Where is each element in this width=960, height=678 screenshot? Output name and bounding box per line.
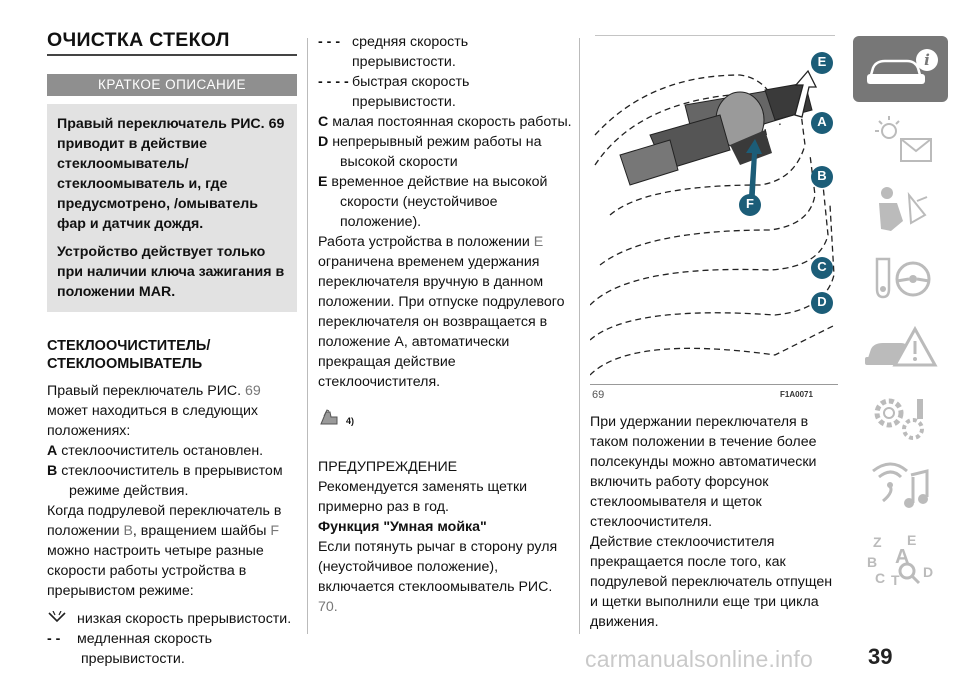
figure-ref: 69 xyxy=(245,383,261,399)
summary-paragraph-1: Правый переключатель РИС. 69 приводит в действие стеклоомыватель/ стеклоомыватель и, где предусмотрено, /омыватель фар и датчик дождя. xyxy=(57,116,285,232)
chapter-sidebar xyxy=(853,36,948,596)
item-text: непрерывный режим работы на высокой скорости xyxy=(332,134,542,170)
item-text: низкая скорость прерывистости. xyxy=(77,611,292,627)
caution-heading: ПРЕДУПРЕЖДЕНИЕ xyxy=(318,459,458,475)
tab-multimedia[interactable] xyxy=(853,456,948,522)
para-text: можно настроить четыре разные скорости работы устройства в прерывистом режиме: xyxy=(47,543,264,599)
para-text: , вращением шайбы xyxy=(132,523,267,539)
item-key: - - - xyxy=(318,34,341,50)
para-text: Когда подрулевой переключатель в положении xyxy=(47,503,282,539)
warning-ref-number: 4) xyxy=(346,415,355,426)
safety-icon xyxy=(861,181,941,237)
page-number: 39 xyxy=(868,644,893,669)
para-text: ограничена временем удержания переключателя вручную в данном положении. При отпуске подрулевого переключателя он возвращается в положение A, автоматически прекращая действие стеклоочистителя. xyxy=(318,254,565,390)
item-key: B xyxy=(47,463,58,479)
tab-car-info[interactable] xyxy=(853,36,948,102)
tab-index[interactable] xyxy=(853,526,948,592)
column-3 xyxy=(590,412,840,632)
item-key: - - - - xyxy=(318,74,349,90)
svg-text:i: i xyxy=(923,51,930,69)
item-text: средняя скорость прерывистости. xyxy=(352,34,469,70)
list-item-speed-slow xyxy=(47,629,297,669)
position-ref: E xyxy=(533,234,544,250)
figure-label-b: B xyxy=(817,168,827,183)
intro-text: Правый переключатель РИС. xyxy=(47,383,242,399)
figure-label-f: F xyxy=(746,196,754,211)
column-1 xyxy=(47,30,297,669)
car-info-icon xyxy=(861,44,941,94)
column-2 xyxy=(318,32,573,617)
index-letter: B xyxy=(866,554,877,570)
tab-safety[interactable] xyxy=(853,176,948,242)
para-text: Работа устройства в положении xyxy=(318,234,530,250)
figure-ref: 70. xyxy=(318,599,338,615)
figure-label-d: D xyxy=(817,294,827,309)
list-item-d xyxy=(318,132,573,172)
tab-maintenance[interactable] xyxy=(853,386,948,452)
dashboard-warning-icon xyxy=(861,111,941,167)
emergency-icon xyxy=(861,321,941,377)
stalk-illustration xyxy=(590,35,838,380)
list-item-speed-fast xyxy=(318,72,573,112)
starting-driving-icon xyxy=(861,251,941,307)
intro-paragraph xyxy=(47,381,297,441)
warning-reference[interactable] xyxy=(318,408,573,433)
index-icon xyxy=(861,531,941,587)
summary-box xyxy=(47,104,297,312)
page-title: ОЧИСТКА СТЕКОЛ xyxy=(47,29,230,51)
title-divider xyxy=(47,54,297,56)
position-e-paragraph xyxy=(318,232,573,392)
list-item-a xyxy=(47,441,297,461)
item-key: C xyxy=(318,114,329,130)
multimedia-icon xyxy=(861,461,941,517)
stop-paragraph: Действие стеклоочистителя прекращается после того, как подрулевой переключатель отпущен и щетки выполнили еще три цикла движения. xyxy=(590,534,833,630)
index-letter: T xyxy=(890,572,900,587)
section-heading: СТЕКЛООЧИСТИТЕЛЬ/ СТЕКЛООМЫВАТЕЛЬ xyxy=(47,338,211,372)
list-item-e xyxy=(318,172,573,232)
warning-hand-icon xyxy=(318,408,340,433)
item-text: быстрая скорость прерывистости. xyxy=(352,74,470,110)
column-divider xyxy=(307,38,308,634)
watermark: carmanualsonline.info xyxy=(585,646,813,672)
maintenance-icon xyxy=(861,391,941,447)
index-letter: A xyxy=(894,546,909,568)
para-text: Если потянуть рычаг в сторону руля (неустойчивое положение), включается стеклоомыватель РИС. xyxy=(318,539,558,595)
item-text: стеклоочиститель в прерывистом режиме действия. xyxy=(61,463,283,499)
hold-paragraph: При удержании переключателя в таком положении в течение более полсекунды можно автоматически включить работу форсунок стеклоомывателя и щеток стеклоочистителя. xyxy=(590,414,817,530)
tab-dashboard[interactable] xyxy=(853,106,948,172)
intermittent-low-icon xyxy=(47,609,77,629)
item-key: D xyxy=(318,134,329,150)
list-item-c xyxy=(318,112,573,132)
intermittent-paragraph xyxy=(47,501,297,601)
function-paragraph xyxy=(318,537,573,617)
tab-starting-driving[interactable] xyxy=(853,246,948,312)
index-letter: Z xyxy=(872,534,882,550)
figure-caption-rule xyxy=(590,384,838,385)
summary-box-heading: КРАТКОЕ ОПИСАНИЕ xyxy=(47,74,297,96)
position-ref: F xyxy=(270,523,280,539)
item-key: E xyxy=(318,174,328,190)
item-text: медленная скорость прерывистости. xyxy=(77,631,213,667)
figure-label-e: E xyxy=(817,54,827,69)
intro-text-2: может находиться в следующих положениях: xyxy=(47,403,259,439)
index-letter: E xyxy=(906,532,916,548)
figure-code: F1A0071 xyxy=(780,390,813,399)
figure-label-c: C xyxy=(817,259,827,274)
index-letter: C xyxy=(874,570,885,586)
item-key: A xyxy=(47,443,58,459)
index-letter: D xyxy=(922,564,933,580)
item-text: малая постоянная скорость работы. xyxy=(332,114,572,130)
list-item-speed-low xyxy=(47,609,297,629)
item-key: - - xyxy=(47,631,61,647)
list-item-speed-mid xyxy=(318,32,573,72)
item-text: стеклоочиститель остановлен. xyxy=(61,443,264,459)
figure-label-a: A xyxy=(817,114,827,129)
figure-number: 69 xyxy=(592,389,605,401)
figure-wiper-stalk xyxy=(590,35,838,380)
caution-text: Рекомендуется заменять щетки примерно раз в год. xyxy=(318,479,528,515)
function-heading: Функция "Умная мойка" xyxy=(318,519,487,535)
position-ref: B xyxy=(123,523,133,539)
summary-paragraph-2: Устройство действует только при наличии ключа зажигания в положении MAR. xyxy=(57,244,285,300)
tab-emergency[interactable] xyxy=(853,316,948,382)
list-item-b xyxy=(47,461,297,501)
item-text: временное действие на высокой скорости (неустойчивое положение). xyxy=(331,174,548,230)
column-divider xyxy=(579,38,580,634)
